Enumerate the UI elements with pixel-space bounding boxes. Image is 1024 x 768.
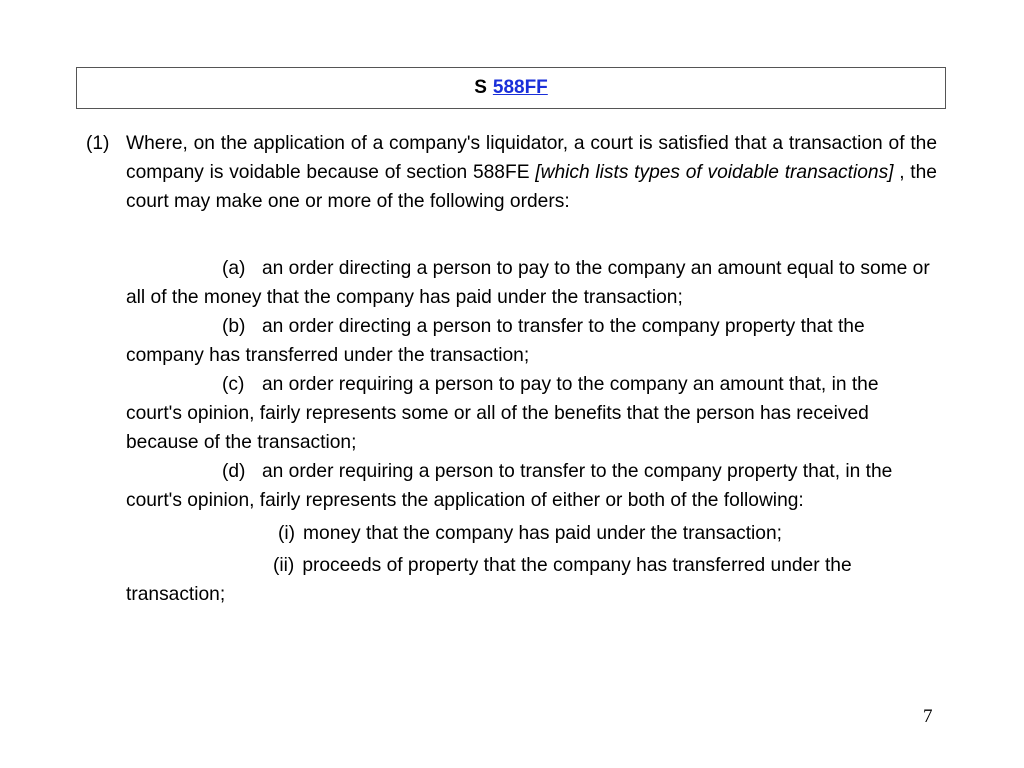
clause-text-before: Where, on the application of a company's liquidator, a court is satisfied that a transaction of the company is voidable because of section 588FE (126, 133, 937, 183)
order-b-label: (b) (222, 316, 246, 337)
slide-title-box (76, 67, 946, 109)
order-c-label: (c) (222, 374, 245, 395)
sub-order-i-text: money that the company has paid under the transaction; (303, 523, 782, 544)
order-c (126, 370, 937, 457)
sub-order-ii (126, 551, 937, 609)
section-588ff-link[interactable]: 588FF (492, 77, 548, 98)
page-number: 7 (923, 706, 933, 727)
order-a-text: an order directing a person to pay to the company an amount equal to some or all of the money that the company has paid under the transaction; (126, 258, 930, 308)
sub-order-i-label: (i) (278, 523, 296, 544)
order-a-label: (a) (222, 258, 246, 279)
order-a (126, 254, 937, 312)
order-d-label: (d) (222, 461, 246, 482)
order-b-text: an order directing a person to transfer to the company property that the company has transferred under the transaction; (126, 316, 865, 366)
clause-italic-note: [which lists types of voidable transactions] (535, 162, 894, 183)
order-d (126, 457, 937, 515)
title-prefix: S (474, 77, 487, 98)
order-b (126, 312, 937, 370)
clause-1 (86, 129, 937, 216)
sub-order-i (126, 519, 937, 548)
sub-order-ii-text: proceeds of property that the company has transferred under the transaction; (126, 555, 852, 605)
clause-number: (1) (86, 133, 110, 154)
sub-order-ii-label: (ii) (273, 555, 295, 576)
clause-text-after: , the court may make one or more of the following orders: (126, 162, 937, 212)
order-d-text: an order requiring a person to transfer to the company property that, in the court's opinion, fairly represents the application of either or both of the following: (126, 461, 893, 511)
slide-body (86, 129, 937, 609)
order-c-text: an order requiring a person to pay to the company an amount that, in the court's opinion, fairly represents some or all of the benefits that the person has received because of the transaction; (126, 374, 879, 453)
